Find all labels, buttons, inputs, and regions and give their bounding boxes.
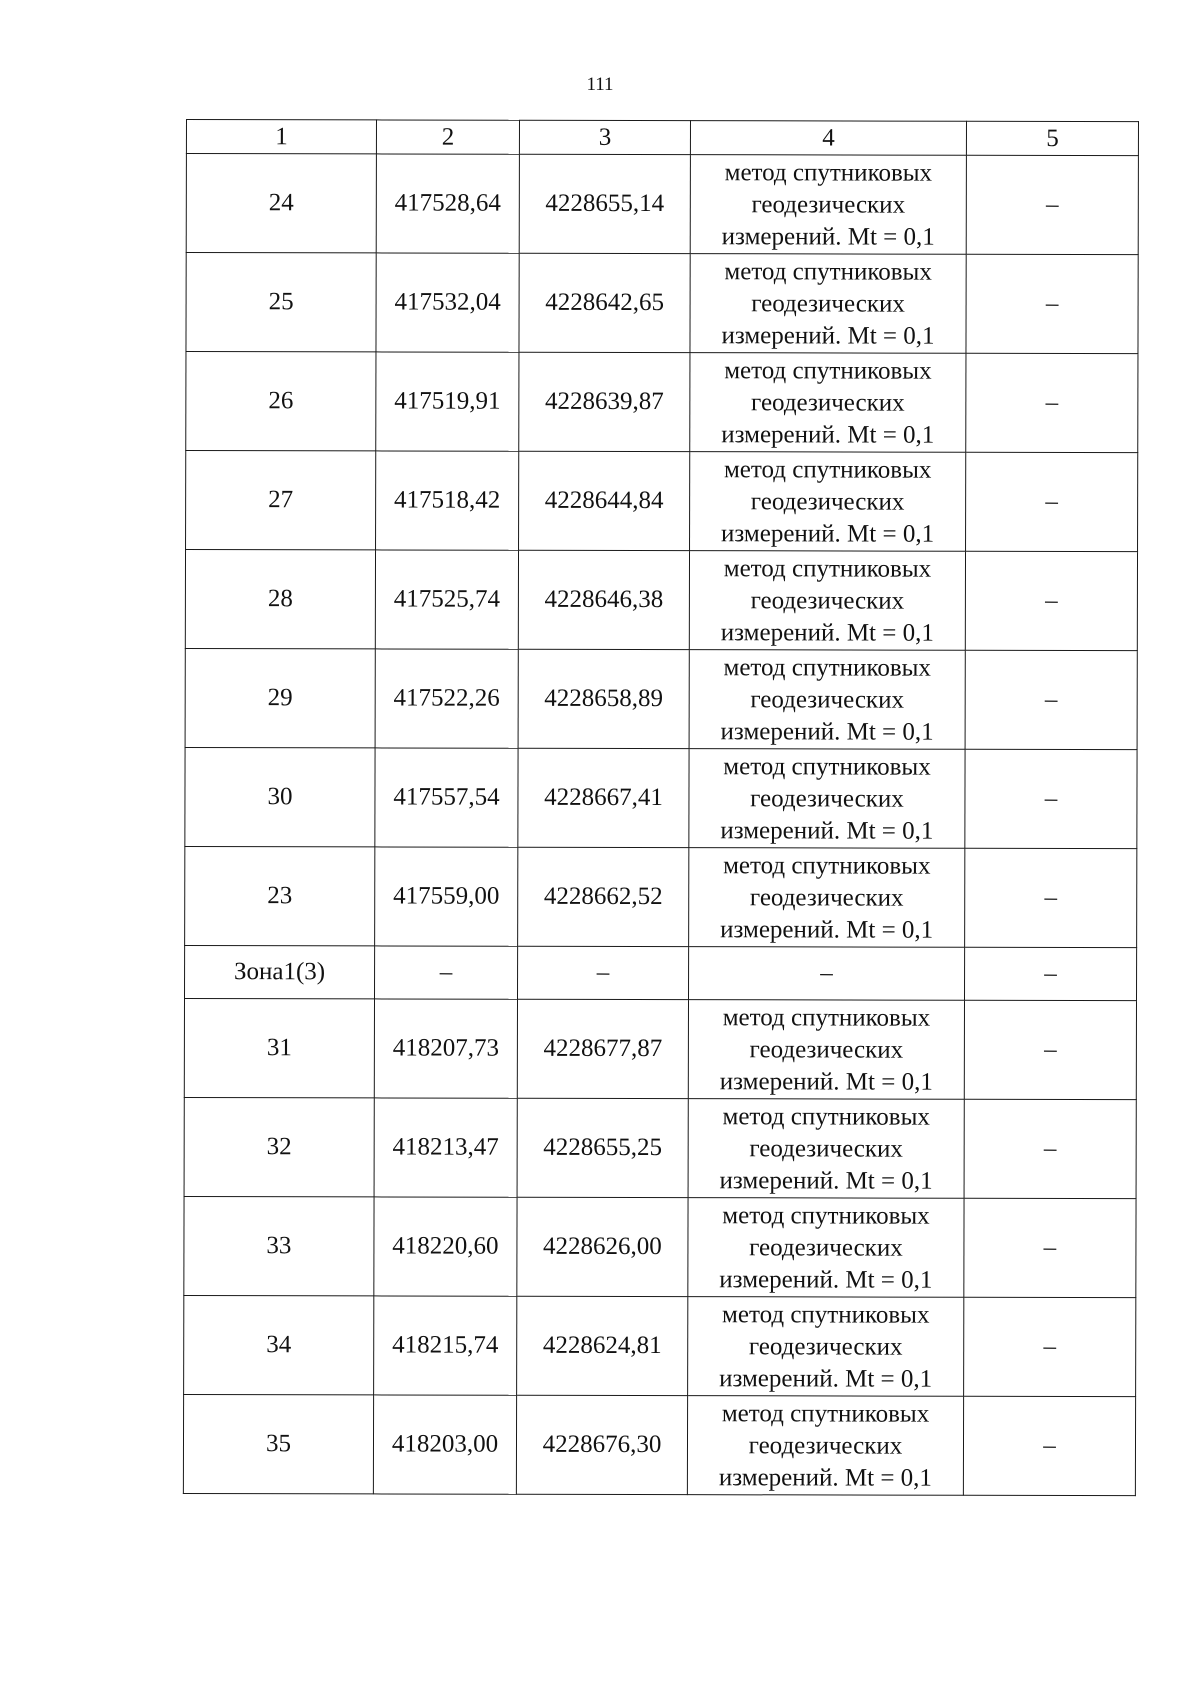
note-cell: – [965,551,1137,650]
method-line: геодезических [751,290,905,318]
method-cell [689,749,965,849]
method-line: измерений. Mt = 0,1 [718,1464,932,1492]
table-row [185,846,1137,947]
point-number: 32 [184,1097,374,1196]
method-line: измерений. Mt = 0,1 [719,1266,933,1294]
table-row [186,154,1138,255]
column-header: 4 [690,121,966,156]
table-row [185,747,1137,848]
note-cell: – [966,353,1138,452]
page-number: 111 [586,74,614,95]
point-number: 23 [185,846,375,945]
note-cell: – [963,1396,1135,1495]
coordinate-y: 4228655,14 [519,154,690,253]
point-number: 28 [185,550,375,649]
method-line: измерений. Mt = 0,1 [719,1068,933,1096]
coordinate-x: 417557,54 [375,748,518,847]
column-header: 2 [376,120,519,154]
method-line: геодезических [748,1432,903,1460]
method-line: метод спутниковых [724,258,932,286]
method-line: измерений. Mt = 0,1 [720,718,934,746]
coordinate-y: 4228667,41 [518,748,689,847]
method-line: метод спутниковых [724,357,932,385]
method-line: геодезических [749,1135,903,1163]
method-cell [689,848,965,948]
coordinate-x: 417519,91 [376,352,519,451]
point-number: 31 [184,998,374,1097]
table-row [184,1295,1136,1396]
method-line: геодезических [751,191,906,219]
table-row [185,648,1137,749]
point-number: 26 [186,352,376,451]
method-line: геодезических [748,1333,903,1361]
note-cell: – [966,452,1138,551]
method-cell [689,551,965,651]
method-line: метод спутниковых [723,555,932,583]
header-row [186,120,1138,156]
method-cell [687,1396,963,1496]
coordinate-y: 4228639,87 [519,352,690,451]
coordinate-y: 4228676,30 [516,1395,687,1494]
method-line: метод спутниковых [723,654,931,682]
note-cell: – [966,155,1138,254]
method-line: метод спутниковых [721,1400,930,1428]
method-line: измерений. Mt = 0,1 [719,1365,933,1393]
note-cell: – [964,1000,1136,1099]
method-line: измерений. Mt = 0,1 [719,1167,933,1195]
point-number: 25 [186,253,376,352]
method-cell [690,155,966,255]
note-cell: – [966,254,1138,353]
method-line: метод спутниковых [723,456,932,484]
method-cell [690,452,966,552]
method-line: измерений. Mt = 0,1 [720,520,935,548]
method-line: геодезических [750,587,905,615]
note-cell: – [965,848,1137,947]
method-cell [688,1099,964,1199]
point-number: 29 [185,648,375,747]
coordinates-table [183,119,1139,1496]
coordinate-y: 4228658,89 [518,649,689,748]
coordinate-x: 418220,60 [374,1197,517,1296]
coordinate-x: 418203,00 [373,1395,516,1494]
coordinate-y: 4228646,38 [518,550,689,649]
method-line: геодезических [749,1036,904,1064]
table-header [186,120,1138,156]
column-header: 3 [519,120,690,154]
method-line: измерений. Mt = 0,1 [721,223,935,251]
coordinate-y: 4228644,84 [519,451,690,550]
column-header: 1 [186,120,376,154]
zone-label: Зона1(3) [185,945,375,998]
table-row [185,550,1137,651]
note-cell: – [964,1297,1136,1396]
coordinate-x: 418207,73 [374,999,517,1098]
coordinate-x: 417518,42 [376,451,519,550]
coordinate-x: 418215,74 [374,1296,517,1395]
point-number: 34 [184,1295,374,1394]
coordinate-x: 417528,64 [376,154,519,253]
coordinate-x: 417532,04 [376,253,519,352]
point-number: 35 [183,1394,373,1493]
method-line: метод спутниковых [722,1004,931,1032]
point-number: 27 [186,451,376,550]
coordinate-x: 417525,74 [375,550,518,649]
table-row [186,253,1138,354]
table-row [184,1196,1136,1297]
point-number: 24 [186,154,376,253]
method-line: измерений. Mt = 0,1 [720,916,934,944]
method-line: геодезических [750,488,905,516]
table-row [184,1097,1136,1198]
note-cell: – [964,1198,1136,1297]
method-line: метод спутниковых [722,1202,930,1230]
method-line: измерений. Mt = 0,1 [721,322,935,350]
method-line: геодезических [751,389,905,417]
coordinate-y: 4228624,81 [517,1296,688,1395]
method-cell [688,1297,964,1397]
method-line: геодезических [749,1234,903,1262]
coordinate-y: 4228677,87 [517,999,688,1098]
zone-dash: – [518,946,689,999]
table-row [186,451,1138,552]
method-line: метод спутниковых [724,159,933,187]
method-line: метод спутниковых [723,852,931,880]
table-row [186,352,1138,453]
coordinate-y: 4228662,52 [518,847,689,946]
point-number: 33 [184,1196,374,1295]
column-header: 5 [966,121,1138,155]
coordinate-y: 4228626,00 [517,1197,688,1296]
zone-dash: – [965,947,1137,1000]
zone-dash: – [689,947,965,1001]
coordinate-x: 418213,47 [374,1098,517,1197]
table-row [183,1394,1135,1495]
method-line: геодезических [749,884,904,912]
coordinate-x: 417559,00 [375,847,518,946]
coordinate-y: 4228642,65 [519,253,690,352]
zone-row [185,945,1137,1000]
method-cell [690,254,966,354]
method-cell [688,1198,964,1298]
point-number: 30 [185,747,375,846]
method-line: метод спутниковых [722,1301,930,1329]
method-line: измерений. Mt = 0,1 [721,421,935,449]
note-cell: – [964,1099,1136,1198]
table-row [184,998,1136,1099]
zone-dash: – [375,946,518,999]
method-line: измерений. Mt = 0,1 [720,817,934,845]
method-line: геодезических [750,785,904,813]
method-line: измерений. Mt = 0,1 [720,619,934,647]
table-body [183,154,1138,1496]
method-cell [688,1000,964,1100]
note-cell: – [965,749,1137,848]
coordinate-y: 4228655,25 [517,1098,688,1197]
method-line: метод спутниковых [722,1103,930,1131]
method-line: метод спутниковых [723,753,931,781]
method-cell [690,353,966,453]
method-cell [689,650,965,750]
coordinate-x: 417522,26 [375,649,518,748]
note-cell: – [965,650,1137,749]
method-line: геодезических [750,686,904,714]
